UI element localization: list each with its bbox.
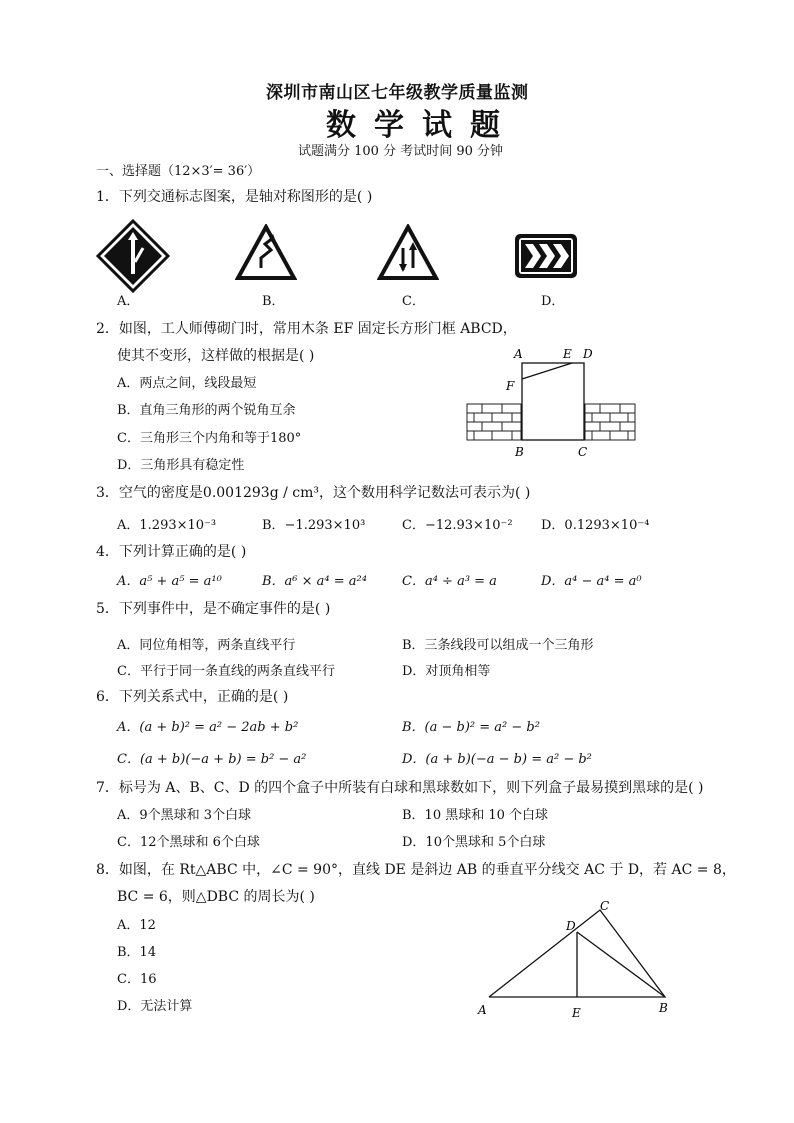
q8-label-e: E [572,1006,581,1020]
q2-label-b: B [515,445,524,459]
q2-label-a: A [514,347,523,361]
q8-label-a: A [478,1003,487,1017]
q3-stem: 3．空气的密度是0.001293g / cm³，这个数用科学记数法可表示为( ) [96,485,531,501]
q4-option-b: B．a⁶ × a⁴ = a²⁴ [262,574,367,589]
q5-option-d: D．对顶角相等 [402,664,491,679]
q2-option-c: C．三角形三个内角和等于180° [117,431,302,446]
q6-option-a: A．(a + b)² = a² − 2ab + b² [117,720,299,735]
q2-door-figure [462,342,642,462]
q6-option-d: D．(a + b)(−a − b) = a² − b² [402,752,592,767]
q1-sign-a-icon [95,218,171,294]
q7-option-a: A．9个黑球和 3个白球 [117,808,252,823]
q3-option-a: A．1.293×10⁻³ [117,518,217,533]
q1-sign-d-icon [513,232,579,280]
q8-option-b: B．14 [117,945,157,960]
q8-stem-line2: BC = 6，则△DBC 的周长为( ) [117,889,315,905]
q8-option-a: A．12 [117,918,156,933]
q8-triangle-figure [472,896,682,1026]
q5-option-a: A．同位角相等，两条直线平行 [117,638,296,653]
q2-label-f: F [506,379,515,393]
q8-label-b: B [659,1001,668,1015]
q6-stem: 6．下列关系式中，正确的是( ) [96,689,289,705]
q3-option-d: D．0.1293×10⁻⁴ [541,518,650,533]
q5-stem: 5．下列事件中，是不确定事件的是( ) [96,601,331,617]
q4-option-d: D．a⁴ − a⁴ = a⁰ [541,574,642,589]
q2-option-d: D．三角形具有稳定性 [117,458,245,473]
q1-option-c: C． [402,294,425,309]
q6-option-c: C．(a + b)(−a + b) = b² − a² [117,752,307,767]
q3-option-b: B．−1.293×10³ [262,518,366,533]
q1-sign-c-icon [377,224,439,282]
q8-stem-line1: 8．如图，在 Rt△ABC 中，∠C = 90°，直线 DE 是斜边 AB 的垂直平分线交 AC 于 D，若 AC = 8， [96,862,736,878]
q1-option-b: B． [262,294,285,309]
q3-option-c: C．−12.93×10⁻² [402,518,513,533]
q8-option-d: D．无法计算 [117,999,193,1014]
q1-stem: 1．下列交通标志图案，是轴对称图形的是( ) [96,189,373,205]
q2-label-c: C [578,445,588,459]
q7-stem: 7．标号为 A、B、C、D 的四个盒子中所装有白球和黑球数如下，则下列盒子最易摸到黑球的是( ) [96,780,704,796]
q6-option-b: B．(a − b)² = a² − b² [402,720,540,735]
q1-option-d: D． [541,294,565,309]
exam-meta: 试题满分 100 分 考试时间 90 分钟 [298,144,504,159]
q4-stem: 4．下列计算正确的是( ) [96,544,247,560]
q2-label-d: D [583,347,593,361]
q2-stem-line2: 使其不变形，这样做的根据是( ) [117,348,315,364]
q2-option-a: A．两点之间，线段最短 [117,376,257,391]
q2-option-b: B．直角三角形的两个锐角互余 [117,403,296,418]
q4-option-a: A．a⁵ + a⁵ = a¹⁰ [117,574,222,589]
school-line: 深圳市南山区七年级教学质量监测 [266,83,529,103]
q7-option-d: D．10个黑球和 5个白球 [402,835,546,850]
q5-option-c: C．平行于同一条直线的两条直线平行 [117,664,335,679]
q1-option-a: A． [117,294,140,309]
q7-option-c: C．12个黑球和 6个白球 [117,835,260,850]
q2-label-e: E [563,347,572,361]
q8-label-c: C [600,899,610,913]
q4-option-c: C．a⁴ ÷ a³ = a [402,574,497,589]
section-title: 一、选择题（12×3′= 36′） [96,164,261,179]
q2-stem-line1: 2．如图，工人师傅砌门时，常用木条 EF 固定长方形门框 ABCD， [96,321,517,337]
subject-title: 数学试题 [326,108,518,143]
q8-option-c: C．16 [117,972,157,987]
q8-label-d: D [566,919,576,933]
q7-option-b: B．10 黑球和 10 个白球 [402,808,549,823]
q1-sign-b-icon [235,224,297,282]
q5-option-b: B．三条线段可以组成一个三角形 [402,638,594,653]
